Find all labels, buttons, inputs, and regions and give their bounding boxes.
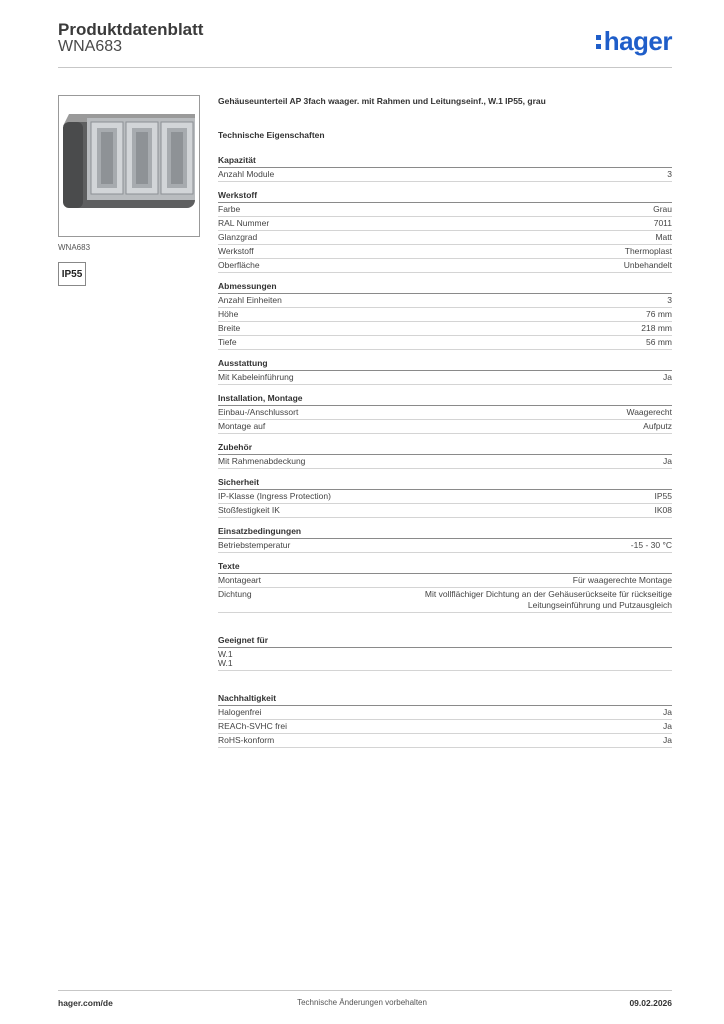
footer-notice: Technische Änderungen vorbehalten — [297, 998, 427, 1007]
row-value: Mit vollflächiger Dichtung an der Gehäuserückseite für rückseitige Leitungseinführung und Putzausgleich — [424, 589, 672, 610]
row-value: -15 - 30 °C — [630, 540, 672, 550]
row-value: 3 — [667, 169, 672, 179]
spec-section — [218, 442, 672, 469]
hager-logo — [596, 26, 672, 57]
section-title: Installation, Montage — [218, 393, 672, 406]
row-label: Montage auf — [218, 421, 266, 431]
row-value: Für waagerechte Montage — [572, 575, 672, 585]
table-row — [218, 294, 672, 308]
image-caption: WNA683 — [58, 243, 91, 252]
page-title: Produktdatenblatt — [58, 20, 204, 39]
section-title: Ausstattung — [218, 358, 672, 371]
section-title: Sicherheit — [218, 477, 672, 490]
spec-section — [218, 190, 672, 273]
row-label: Anzahl Module — [218, 169, 275, 179]
row-label: Mit Kabeleinführung — [218, 372, 294, 382]
row-label: Mit Rahmenabdeckung — [218, 456, 306, 466]
section-title: Abmessungen — [218, 281, 672, 294]
logo-text: hager — [603, 26, 672, 56]
row-value: Matt — [655, 232, 672, 242]
tech-heading: Technische Eigenschaften — [218, 130, 325, 140]
row-value: 56 mm — [646, 337, 672, 347]
table-row — [218, 706, 672, 720]
row-label: Montageart — [218, 575, 261, 585]
table-row — [218, 336, 672, 350]
spec-content — [218, 96, 672, 756]
table-row — [218, 322, 672, 336]
row-label: Anzahl Einheiten — [218, 295, 282, 305]
table-row — [218, 720, 672, 734]
section-title: Texte — [218, 561, 672, 574]
row-value: Grau — [653, 204, 672, 214]
row-label: Oberfläche — [218, 260, 260, 270]
table-row — [218, 406, 672, 420]
row-value: Ja — [663, 735, 672, 745]
row-label: Werkstoff — [218, 246, 254, 256]
table-row — [218, 217, 672, 231]
table-row — [218, 539, 672, 553]
row-label: Breite — [218, 323, 241, 333]
row-value: IP55 — [654, 491, 672, 501]
table-row — [218, 734, 672, 748]
list-item: W.1 — [218, 649, 233, 659]
logo-dots-icon — [596, 26, 602, 53]
section-title: Werkstoff — [218, 190, 672, 203]
table-row — [218, 259, 672, 273]
table-row — [218, 371, 672, 385]
spec-section — [218, 155, 672, 182]
row-label: REACh-SVHC frei — [218, 721, 287, 731]
header-divider — [58, 67, 672, 68]
spec-section — [218, 281, 672, 350]
row-label: Höhe — [218, 309, 239, 319]
row-label: Dichtung — [218, 589, 252, 599]
section-nachhaltigkeit — [218, 693, 672, 748]
row-label: Betriebstemperatur — [218, 540, 291, 550]
row-value: 218 mm — [641, 323, 672, 333]
row-value: Ja — [663, 456, 672, 466]
table-row — [218, 203, 672, 217]
spec-sections — [218, 155, 672, 613]
section-title: Einsatzbedingungen — [218, 526, 672, 539]
spec-section — [218, 358, 672, 385]
row-label: Tiefe — [218, 337, 237, 347]
ip55-badge: IP55 — [58, 262, 86, 286]
table-row — [218, 168, 672, 182]
table-row — [218, 455, 672, 469]
section-title: Kapazität — [218, 155, 672, 168]
product-housing-icon — [59, 96, 199, 236]
row-value: Unbehandelt — [623, 260, 672, 270]
section-title: Geeignet für — [218, 635, 672, 648]
spec-section — [218, 526, 672, 553]
row-value: 3 — [667, 295, 672, 305]
row-value: Ja — [663, 372, 672, 382]
product-image — [58, 95, 200, 237]
table-row — [218, 504, 672, 518]
row-value: 76 mm — [646, 309, 672, 319]
row-label: RoHS-konform — [218, 735, 275, 745]
list-item: W.1 — [218, 659, 672, 671]
row-value: 7011 — [653, 218, 672, 228]
table-row — [218, 588, 672, 613]
row-label: Glanzgrad — [218, 232, 258, 242]
row-value: Thermoplast — [624, 246, 672, 256]
row-value: Ja — [663, 721, 672, 731]
section-title: Nachhaltigkeit — [218, 693, 672, 706]
row-value: IK08 — [654, 505, 672, 515]
spec-section — [218, 561, 672, 613]
product-code: WNA683 — [58, 38, 123, 55]
row-value: Waagerecht — [626, 407, 672, 417]
product-description: Gehäuseunterteil AP 3fach waager. mit Rahmen und Leitungseinf., W.1 IP55, grau — [218, 96, 546, 106]
table-row — [218, 231, 672, 245]
table-row — [218, 574, 672, 588]
row-value: Ja — [663, 707, 672, 717]
section-geeignet — [218, 635, 672, 671]
spec-section — [218, 477, 672, 518]
footer-divider — [58, 990, 672, 991]
section-title: Zubehör — [218, 442, 672, 455]
footer-date: 09.02.2026 — [629, 998, 672, 1008]
row-value: Aufputz — [643, 421, 672, 431]
row-label: Farbe — [218, 204, 241, 214]
row-label: Stoßfestigkeit IK — [218, 505, 280, 515]
row-label: Einbau-/Anschlussort — [218, 407, 299, 417]
footer-website: hager.com/de — [58, 998, 113, 1008]
table-row — [218, 308, 672, 322]
table-row — [218, 420, 672, 434]
table-row — [218, 245, 672, 259]
row-label: RAL Nummer — [218, 218, 270, 228]
table-row — [218, 490, 672, 504]
row-label: IP-Klasse (Ingress Protection) — [218, 491, 331, 501]
spec-section — [218, 393, 672, 434]
row-label: Halogenfrei — [218, 707, 262, 717]
